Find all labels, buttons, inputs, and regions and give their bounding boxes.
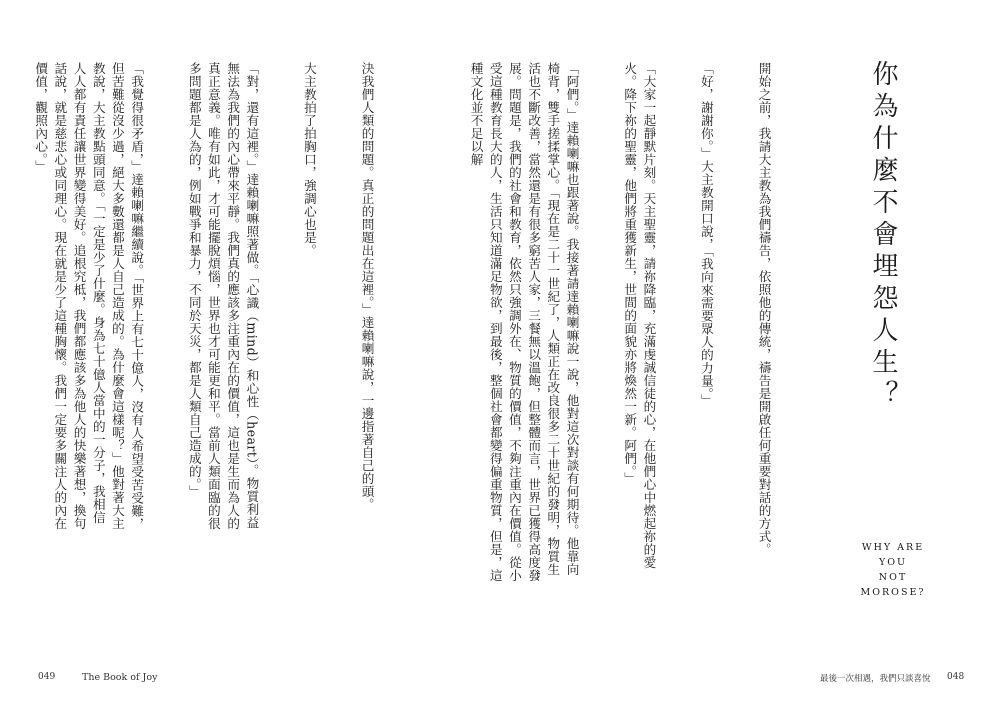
text-run: 「阿們。」達賴喇嘛也跟著說。我接著請達賴喇嘛說一說，他對這次對談有何期待。他靠向椅背，雙手搓揉掌心。「現在是二十一世紀了，人類正在改良很多二十世紀的發明，物質生活也不斷改善，當然還是有很多窮苦人家，三餐無以溫飽，但整體而言，世界已獲得高度發展。問題是，我們的社會和教育，依然只強調外在、物質的價值，不夠注重內在價值。從小受這種教育長大的人，生活只知道滿足物欲，到最後，整個社會都變得偏重物質，但是，這種文化並不足以解 bbox=[468, 62, 580, 582]
text-run: 開始之前，我請大主教為我們禱告，依照他的傳統，禱告是開啟任何重要對話的方式。 bbox=[756, 62, 772, 556]
right-page bbox=[468, 0, 1000, 710]
right-paragraph-2 bbox=[697, 62, 716, 582]
right-page-text-column bbox=[468, 62, 812, 582]
chapter-title-chinese: 你為什麼不會埋怨人生？ bbox=[868, 60, 898, 412]
text-run: 「對，還有這裡。」達賴喇嘛照著做。「心識（mind）和心性（heart）。物質利益無法為我們的內心帶來平靜。我們真的應該多注重內在的價值，這也是生而為人的真正意義。唯有如此，才可能擺脫煩惱，世界也才可能更和平。當前人類面臨的很多問題都是人為的，例如戰爭和暴力，不同於天災，都是人類自己造成的。」 bbox=[186, 62, 260, 530]
right-running-head: 最後一次相遇，我們只談喜悅 bbox=[820, 674, 931, 684]
left-paragraph-1 bbox=[357, 62, 376, 532]
left-page-number: 049 bbox=[38, 672, 56, 682]
text-run: 「大家一起靜默片刻。天主聖靈，請祢降臨，充滿虔誠信徒的心，在他們心中燃起祢的愛火。降下祢的聖靈，他們將重獲新生，世間的面貌亦將煥然一新。阿們。」 bbox=[622, 62, 657, 569]
title-en-line: WHY ARE bbox=[861, 542, 925, 553]
title-en-line: YOU bbox=[878, 557, 908, 568]
right-paragraph-3 bbox=[620, 62, 658, 582]
left-page-text-column bbox=[33, 62, 415, 532]
text-run: 「我覺得很矛盾，」達賴喇嘛繼續說。「世界上有七十億人，沒有人希望受苦受難，但苦難從沒少過，絕大多數還都是人自己造成的。為什麼會這樣呢？」他對著大主教說，大主教點頭同意。「一定是少了什麼。身為七十億人當中的一分子，我相信人人都有責任讓世界變得美好。追根究柢，我們都應該多為他人的快樂著想，換句話說，就是慈悲心或同理心。現在就是少了這種胸懷。我們一定要多關注人的內在價值，觀照內心。」 bbox=[33, 62, 145, 531]
left-running-head: The Book of Joy bbox=[82, 672, 158, 683]
title-en-line: MOROSE? bbox=[860, 587, 926, 598]
right-paragraph-1 bbox=[754, 62, 773, 582]
right-page-number: 048 bbox=[947, 672, 965, 682]
text-run: 決我們人類的問題。真正的問題出在這裡。」達賴喇嘛說，一邊指著自己的頭。 bbox=[359, 62, 375, 511]
right-paragraph-4 bbox=[466, 62, 581, 582]
left-paragraph-3 bbox=[185, 62, 262, 532]
title-en-line: NOT bbox=[878, 572, 908, 583]
text-run: 「好，謝謝你。」大主教開口說，「我向來需要眾人的力量。」 bbox=[698, 62, 714, 408]
text-run: 大主教拍了拍胸口，強調心也是。 bbox=[301, 62, 317, 257]
chapter-title-english bbox=[853, 540, 933, 600]
left-paragraph-4 bbox=[31, 62, 146, 532]
left-paragraph-2 bbox=[300, 62, 319, 532]
